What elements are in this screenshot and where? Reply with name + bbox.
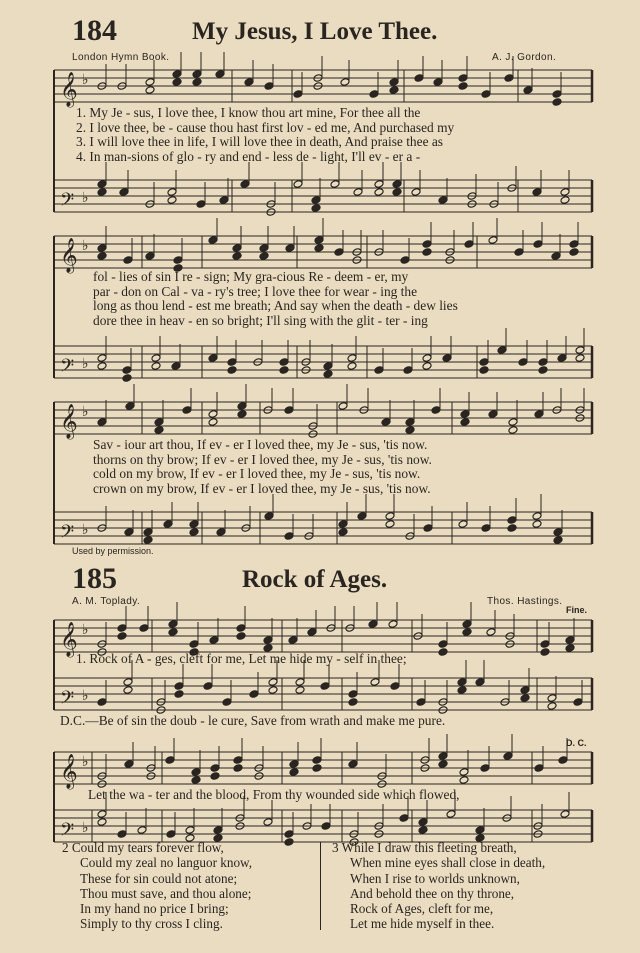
note-head (124, 528, 134, 537)
note-head (370, 678, 380, 687)
treble-clef: 𝄞 (60, 404, 78, 439)
note-head (117, 632, 127, 641)
note-head (263, 636, 273, 645)
note-head (532, 188, 542, 197)
note-head (151, 362, 161, 371)
verse-line: When mine eyes shall close in death, (350, 855, 546, 871)
note-head (488, 236, 498, 245)
note-head (119, 188, 129, 197)
note-head (520, 686, 530, 695)
note-head (295, 678, 305, 687)
note-head (171, 362, 181, 371)
note-head (338, 402, 348, 411)
note-head (167, 196, 177, 205)
note-head (532, 520, 542, 529)
note-head (209, 636, 219, 645)
note-head (268, 678, 278, 687)
note-head (264, 512, 274, 521)
note-head (284, 532, 294, 541)
note-head (163, 520, 173, 529)
note-head (191, 768, 201, 777)
note-head (240, 180, 250, 189)
note-head (168, 620, 178, 629)
treble-clef: 𝄞 (60, 72, 78, 107)
note-head (189, 528, 199, 537)
note-head (518, 358, 528, 367)
note-head (233, 764, 243, 773)
note-head (540, 648, 550, 657)
lyric-line: thorns on thy brow; If ev - er I loved thee, my Je - sus, 'tis now. (93, 451, 432, 467)
lyric-line-185-1: 1. Rock of A - ges, cleft for me, Let me hide my - self in thee; (76, 651, 407, 666)
note-head (418, 818, 428, 827)
note-head (173, 256, 183, 265)
note-head (210, 772, 220, 781)
lyrics-block-184-1 (76, 106, 454, 164)
note-head (475, 678, 485, 687)
note-head (215, 70, 225, 79)
note-head (540, 640, 550, 649)
note-head (233, 756, 243, 765)
note-head (151, 354, 161, 363)
note-head (458, 74, 468, 83)
note-head (438, 752, 448, 761)
note-head (216, 528, 226, 537)
note-head (533, 240, 543, 249)
note-head (416, 698, 426, 707)
note-head (551, 252, 561, 261)
lyric-line: 1. My Je - sus, I love thee, I know thou art mine, For thee all the (76, 105, 421, 120)
note-head (330, 180, 340, 189)
note-head (196, 200, 206, 209)
lyrics-block-184-3 (93, 438, 432, 496)
note-head (227, 366, 237, 375)
note-head (189, 640, 199, 649)
note-head (285, 244, 295, 253)
verse-line: In my hand no price I bring; (80, 901, 229, 917)
note-head (552, 98, 562, 107)
note-head (321, 822, 331, 831)
note-head (123, 678, 133, 687)
lyric-line: cold on my brow, If ev - er I loved thee, my Je - sus, 'tis now. (93, 466, 421, 482)
flat-sign: ♭ (82, 689, 89, 704)
note-head (338, 528, 348, 537)
note-head (295, 686, 305, 695)
flat-sign: ♭ (82, 357, 89, 372)
flat-sign: ♭ (82, 405, 89, 420)
note-head (514, 248, 524, 257)
note-head (172, 78, 182, 87)
verse-line: And behold thee on thy throne, (350, 885, 515, 901)
note-head (538, 366, 548, 375)
note-head (457, 678, 467, 687)
note-head (458, 520, 468, 529)
note-head (405, 426, 415, 435)
note-head (122, 374, 132, 383)
note-head (374, 180, 384, 189)
note-head (236, 624, 246, 633)
flat-sign: ♭ (82, 239, 89, 254)
note-head (289, 760, 299, 769)
hymn-composer-185: Thos. Hastings. (487, 596, 563, 607)
lyric-line: crown on my brow, If ev - er I loved thee, my Je - sus, 'tis now. (93, 480, 431, 496)
verse-line: These for sin could not atone; (80, 870, 238, 886)
note-head (123, 686, 133, 695)
verse-3 (332, 840, 545, 932)
note-head (174, 682, 184, 691)
flat-sign: ♭ (82, 523, 89, 538)
note-head (481, 524, 491, 533)
note-head (208, 410, 218, 419)
note-head (174, 690, 184, 699)
note-head (125, 402, 135, 411)
note-head (573, 698, 583, 707)
note-head (314, 236, 324, 245)
verse-line: When I rise to worlds unknown, (350, 870, 520, 886)
note-head (433, 78, 443, 87)
note-head (431, 406, 441, 415)
note-head (189, 520, 199, 529)
note-head (565, 644, 575, 653)
note-head (145, 78, 155, 87)
note-head (307, 628, 317, 637)
note-head (185, 826, 195, 835)
note-head (547, 702, 557, 711)
verse-line: Simply to thy cross I cling. (80, 916, 223, 932)
note-head (97, 818, 107, 827)
note-head (314, 244, 324, 253)
lyric-line-185-2: Let the wa - ter and the blood, From thy wounded side which flowed, (88, 787, 460, 802)
flat-sign: ♭ (82, 73, 89, 88)
note-head (288, 636, 298, 645)
note-head (122, 366, 132, 375)
note-head (208, 354, 218, 363)
note-head (507, 524, 517, 533)
note-head (348, 760, 358, 769)
note-head (392, 180, 402, 189)
note-head (422, 248, 432, 257)
note-head (565, 636, 575, 645)
note-head (475, 826, 485, 835)
hymn-title-185: Rock of Ages. (242, 566, 388, 593)
note-head (438, 760, 448, 769)
note-head (532, 512, 542, 521)
note-head (503, 752, 513, 761)
hymn-title-184: My Jesus, I Love Thee. (192, 18, 438, 45)
verse-line: Rock of Ages, cleft for me, (350, 901, 494, 917)
note-head (369, 90, 379, 99)
note-head (97, 188, 107, 197)
note-head (323, 362, 333, 371)
note-head (232, 252, 242, 261)
note-head (390, 682, 400, 691)
note-head (334, 248, 344, 257)
note-head (284, 406, 294, 415)
note-head (97, 354, 107, 363)
note-head (497, 346, 507, 355)
note-head (340, 78, 350, 87)
note-head (558, 756, 568, 765)
note-head (289, 768, 299, 777)
lyric-line: long as thou lend - est me breath; And say when the death - dew lies (93, 298, 458, 314)
note-head (553, 536, 563, 545)
lyric-line: fol - lies of sin I re - sign; My gra-cious Re - deem - er, my (93, 269, 409, 284)
note-head (137, 826, 147, 835)
note-head (97, 698, 107, 707)
note-head (486, 628, 496, 637)
bass-clef: 𝄢 (60, 522, 75, 547)
verse-line: Could my zeal no languor know, (80, 855, 253, 871)
note-head (97, 418, 107, 427)
hymn-source-184: London Hymn Book. (72, 52, 170, 63)
note-head (232, 244, 242, 253)
hymn-author-185: A. M. Toplady. (72, 596, 141, 607)
note-head (347, 362, 357, 371)
note-head (168, 628, 178, 637)
note-head (167, 188, 177, 197)
note-head (227, 358, 237, 367)
note-head (284, 830, 294, 839)
note-head (97, 252, 107, 261)
note-head (400, 256, 410, 265)
note-head (213, 826, 223, 835)
note-head (237, 402, 247, 411)
note-head (166, 830, 176, 839)
hymn-number-184: 184 (72, 14, 117, 47)
note-head (569, 248, 579, 257)
note-head (203, 682, 213, 691)
bass-clef: 𝄢 (60, 820, 75, 845)
note-head (488, 410, 498, 419)
note-head (192, 70, 202, 79)
note-head (348, 698, 358, 707)
note-head (97, 180, 107, 189)
note-head (575, 346, 585, 355)
note-head (479, 358, 489, 367)
note-head (462, 620, 472, 629)
note-head (123, 256, 133, 265)
note-head (210, 764, 220, 773)
note-head (459, 768, 469, 777)
note-head (368, 620, 378, 629)
note-head (552, 90, 562, 99)
dc-marking: D. C. (566, 738, 587, 748)
note-head (403, 366, 413, 375)
note-head (507, 516, 517, 525)
note-head (557, 354, 567, 363)
note-head (293, 180, 303, 189)
note-head (422, 240, 432, 249)
note-head (480, 764, 490, 773)
note-head (244, 78, 254, 87)
note-head (320, 682, 330, 691)
note-head (143, 536, 153, 545)
lyrics-block-184-2 (93, 270, 458, 328)
bass-clef: 𝄢 (60, 688, 75, 713)
note-head (422, 354, 432, 363)
note-head (117, 624, 127, 633)
note-head (222, 698, 232, 707)
note-head (560, 188, 570, 197)
note-head (553, 528, 563, 537)
note-head (236, 632, 246, 641)
note-head (538, 358, 548, 367)
note-head (418, 826, 428, 835)
note-head (399, 814, 409, 823)
note-head (374, 188, 384, 197)
note-head (279, 366, 289, 375)
note-head (165, 756, 175, 765)
note-head (481, 90, 491, 99)
note-head (411, 188, 421, 197)
note-head (520, 694, 530, 703)
note-head (385, 512, 395, 521)
note-head (208, 418, 218, 427)
lyric-line: dore thee in heav - en so bright; I'll sing with the glit - ter - ing (93, 312, 428, 328)
note-head (139, 624, 149, 633)
note-head (534, 410, 544, 419)
note-head (459, 776, 469, 785)
note-head (442, 354, 452, 363)
note-head (560, 196, 570, 205)
note-head (279, 358, 289, 367)
note-head (117, 830, 127, 839)
note-head (523, 86, 533, 95)
note-head (97, 244, 107, 253)
note-head (508, 426, 518, 435)
note-head (388, 620, 398, 629)
verse-line: 3 While I draw this fleeting breath, (332, 840, 517, 855)
note-head (392, 188, 402, 197)
verse-line: Let me hide myself in thee. (350, 916, 495, 932)
flat-sign: ♭ (82, 755, 89, 770)
note-head (575, 354, 585, 363)
note-head (508, 418, 518, 427)
note-head (353, 188, 363, 197)
note-head (438, 648, 448, 657)
verse-line: Thou must save, and thou alone; (80, 885, 252, 901)
note-head (124, 760, 134, 769)
note-head (154, 418, 164, 427)
permission-note: Used by permission. (72, 546, 154, 556)
note-head (192, 78, 202, 87)
note-head (323, 370, 333, 379)
note-head (154, 426, 164, 435)
note-head (438, 640, 448, 649)
verse-line: 2 Could my tears forever flow, (62, 840, 224, 855)
note-head (97, 362, 107, 371)
note-head (414, 74, 424, 83)
note-head (347, 354, 357, 363)
note-head (249, 690, 259, 699)
note-head (263, 818, 273, 827)
note-head (389, 78, 399, 87)
note-head (311, 196, 321, 205)
verse-2 (62, 840, 252, 932)
treble-clef: 𝄞 (60, 622, 78, 657)
note-head (560, 810, 570, 819)
bass-clef: 𝄢 (60, 190, 75, 215)
note-head (312, 764, 322, 773)
hymn-number-185: 185 (72, 562, 117, 595)
note-head (479, 366, 489, 375)
note-head (237, 410, 247, 419)
note-head (460, 418, 470, 427)
note-head (462, 628, 472, 637)
flat-sign: ♭ (82, 623, 89, 638)
note-head (97, 810, 107, 819)
note-head (264, 82, 274, 91)
note-head (348, 690, 358, 699)
lyric-line: par - don on Cal - va - ry's tree; I love thee for wear - ing the (93, 283, 418, 299)
flat-sign: ♭ (82, 191, 89, 206)
flat-sign: ♭ (82, 821, 89, 836)
lyric-line: Sav - iour art thou, If ev - er I loved thee, my Je - sus, 'tis now. (93, 437, 428, 452)
lyric-line: 3. I will love thee in life, I will love thee in death, And praise thee as (76, 134, 444, 150)
note-head (422, 362, 432, 371)
note-head (143, 528, 153, 537)
verse-divider (320, 842, 321, 930)
note-head (458, 82, 468, 91)
note-head (547, 694, 557, 703)
treble-clef: 𝄞 (60, 238, 78, 273)
note-head (284, 838, 294, 847)
note-head (460, 410, 470, 419)
note-head (259, 252, 269, 261)
lyric-line: 4. In man-sions of glo - ry and end - less de - light, I'll ev - er a - (76, 148, 421, 164)
note-head (145, 252, 155, 261)
note-head (504, 74, 514, 83)
note-head (268, 686, 278, 695)
note-head (457, 686, 467, 695)
note-head (293, 90, 303, 99)
lyric-line-185-dc: D.C.—Be of sin the doub - le cure, Save from wrath and make me pure. (60, 713, 446, 728)
note-head (389, 86, 399, 95)
note-head (191, 776, 201, 785)
note-head (338, 520, 348, 529)
note-head (145, 86, 155, 95)
treble-clef: 𝄞 (60, 754, 78, 789)
note-head (311, 204, 321, 213)
note-head (464, 240, 474, 249)
note-head (438, 196, 448, 205)
note-head (534, 764, 544, 773)
note-head (208, 236, 218, 245)
note-head (219, 196, 229, 205)
note-head (312, 756, 322, 765)
bass-clef: 𝄢 (60, 356, 75, 381)
note-head (446, 810, 456, 819)
note-head (172, 70, 182, 79)
lyric-line: 2. I love thee, be - cause thou hast first lov - ed me, And purchased my (76, 119, 455, 135)
note-head (381, 418, 391, 427)
note-head (374, 366, 384, 375)
note-head (405, 418, 415, 427)
note-head (357, 512, 367, 521)
note-head (385, 520, 395, 529)
note-head (423, 524, 433, 533)
note-head (182, 406, 192, 415)
note-head (569, 240, 579, 249)
hymn-composer-184: A. J. Gordon. (492, 52, 557, 63)
note-head (259, 244, 269, 253)
fine-marking: Fine. (566, 605, 588, 615)
